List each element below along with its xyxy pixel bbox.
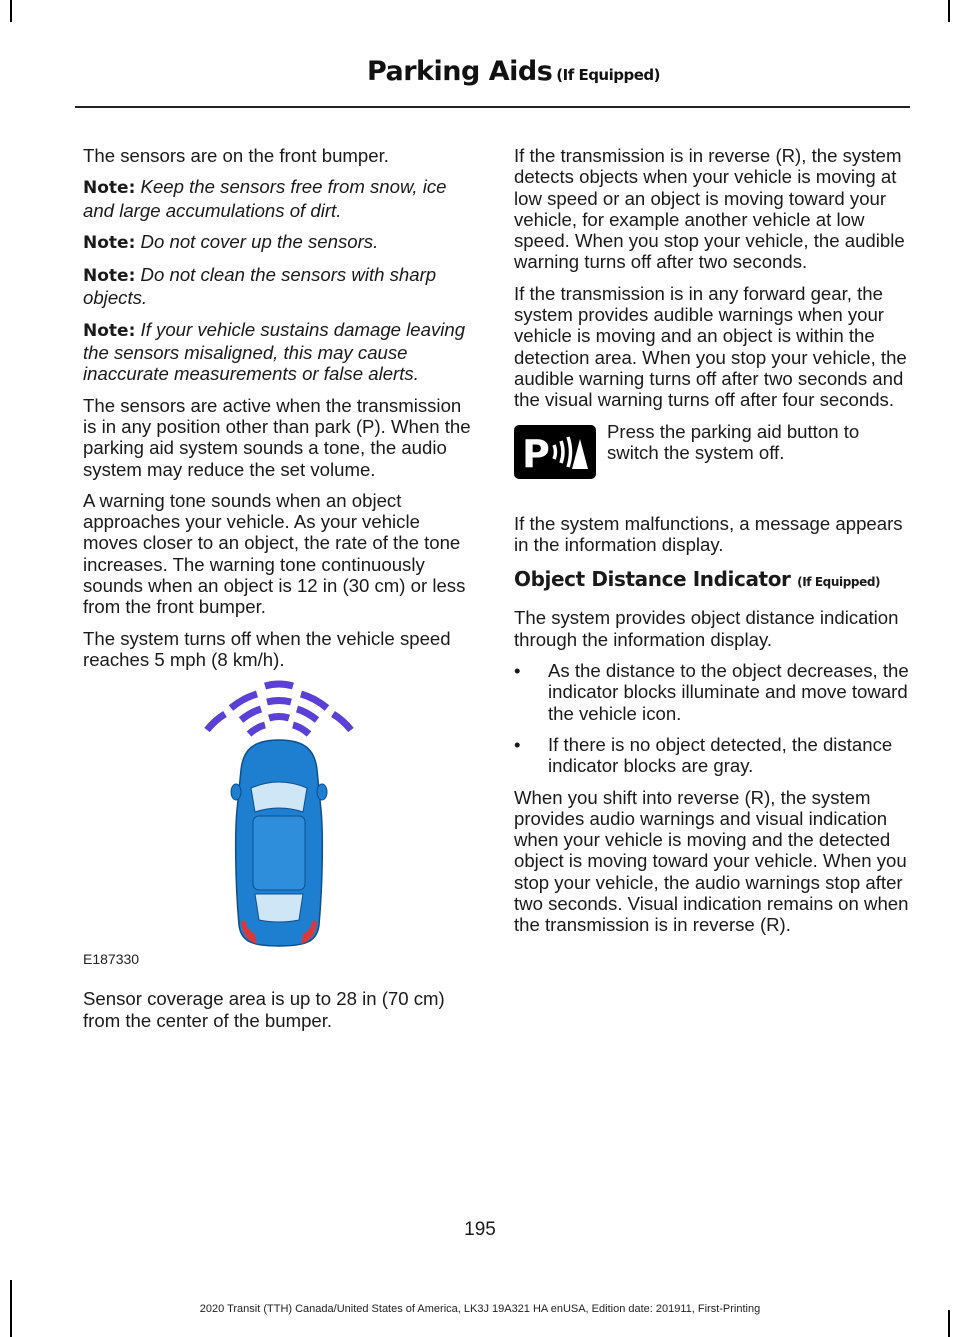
- page-title: [367, 56, 660, 87]
- sensor-arc-outer: [333, 714, 351, 730]
- paragraph: If the transmission is in reverse (R), the system detects objects when your vehicle is moving at low speed or an object is moving toward your vehicle, for example another vehicle at low speed. When you stop your vehicle, the audible warning turns off after two seconds.: [514, 145, 905, 273]
- sensor-arc-outer: [231, 694, 257, 708]
- sensor-arc-mid: [267, 701, 291, 703]
- note-text: Do not clean the sensors with sharp objects.: [83, 264, 437, 309]
- section-title: Object Distance Indicator: [514, 567, 791, 592]
- paragraph: The system provides object distance indication through the information display.: [514, 607, 899, 650]
- page-title-text: Parking Aids: [366, 56, 553, 87]
- sensor-arc-outer: [265, 684, 293, 686]
- list-item-text: As the distance to the object decreases, the indicator blocks illuminate and move toward the vehicle icon.: [548, 660, 909, 724]
- note-label: Note:: [83, 266, 136, 287]
- bullet-symbol: •: [514, 733, 521, 755]
- right-column: [514, 145, 910, 946]
- note-text: If your vehicle sustains damage leaving the sensors misaligned, this may cause inaccurate measurements or false alerts.: [83, 318, 466, 385]
- parking-aid-button-row: [514, 421, 910, 495]
- parking-aid-button-icon: [514, 425, 596, 479]
- paragraph: When you shift into reverse (R), the system provides audio warnings and visual indication when your vehicle is moving and the detected object is moving toward your vehicle. When you stop your vehicle, the audio warnings stop after two seconds. Visual indication remains on when the transmission is in reverse (R).: [514, 786, 909, 936]
- sensor-arc-outer: [207, 714, 225, 730]
- note: [83, 176, 478, 221]
- note-label: Note:: [83, 178, 136, 199]
- vehicle-top-view-illustration: [83, 680, 478, 950]
- list-item-text: If there is no object detected, the distance indicator blocks are gray.: [548, 733, 893, 777]
- page-title-subtitle: (If Equipped): [556, 66, 660, 84]
- car-mirror-left: [231, 784, 241, 800]
- paragraph: The sensors are on the front bumper.: [83, 145, 389, 166]
- note: [83, 231, 478, 254]
- sensor-arc-outer: [301, 694, 327, 708]
- car-rear-window: [255, 894, 303, 922]
- sensor-arc-inner: [249, 725, 265, 734]
- vehicle-sensor-figure: [83, 680, 478, 970]
- section-heading: [514, 569, 910, 593]
- parking-sensor-icon: [514, 425, 596, 479]
- list-item: [514, 660, 910, 724]
- section-subtitle: (If Equipped): [797, 575, 881, 590]
- figure-reference: E187330: [83, 950, 140, 967]
- paragraph: If the transmission is in any forward gear, the system provides audible warnings when your vehicle is moving and an object is within the detection area. When you stop your vehicle, the audible warning turns off after two seconds and the visual warning turns off after four seconds.: [514, 282, 907, 411]
- button-instruction: Press the parking aid button to switch the system off.: [607, 420, 860, 463]
- car-roof: [253, 816, 305, 890]
- page-number: 195: [464, 1219, 496, 1240]
- note-text: Keep the sensors free from snow, ice and large accumulations of dirt.: [83, 176, 447, 221]
- sensor-arc-inner: [293, 725, 309, 734]
- crop-mark-top-left: [10, 0, 12, 22]
- paragraph: If the system malfunctions, a message appears in the information display.: [514, 512, 903, 555]
- footer-text: 2020 Transit (TTH) Canada/United States of America, LK3J 19A321 HA enUSA, Edition date: 201911, First-Printing: [199, 1303, 761, 1315]
- note: [83, 264, 478, 309]
- header-rule: [75, 106, 910, 108]
- sensor-arc-mid: [241, 709, 261, 720]
- note-label: Note:: [83, 232, 136, 253]
- note-label: Note:: [83, 320, 136, 341]
- left-column: [83, 145, 478, 1041]
- svg-text:P: P: [522, 431, 550, 476]
- sensor-arc-mid: [297, 709, 317, 720]
- bullet-symbol: •: [514, 660, 521, 682]
- paragraph: The system turns off when the vehicle speed reaches 5 mph (8 km/h).: [83, 627, 451, 670]
- note-text: Do not cover up the sensors.: [140, 230, 379, 252]
- car-windshield: [251, 782, 307, 812]
- car-mirror-right: [317, 784, 327, 800]
- note: [83, 319, 478, 385]
- paragraph: A warning tone sounds when an object approaches your vehicle. As your vehicle moves closer to an object, the rate of the tone increases. The warning tone continuously sounds when an object is 12 in (30 cm) or less from the front bumper.: [83, 489, 466, 618]
- sensor-arc-inner: [269, 717, 289, 719]
- crop-mark-top-right: [948, 0, 950, 22]
- paragraph: The sensors are active when the transmission is in any position other than park (P). When the parking aid system sounds a tone, the audio system may reduce the set volume.: [83, 394, 471, 480]
- list-item: [514, 734, 910, 777]
- paragraph: Sensor coverage area is up to 28 in (70 cm) from the center of the bumper.: [83, 988, 445, 1031]
